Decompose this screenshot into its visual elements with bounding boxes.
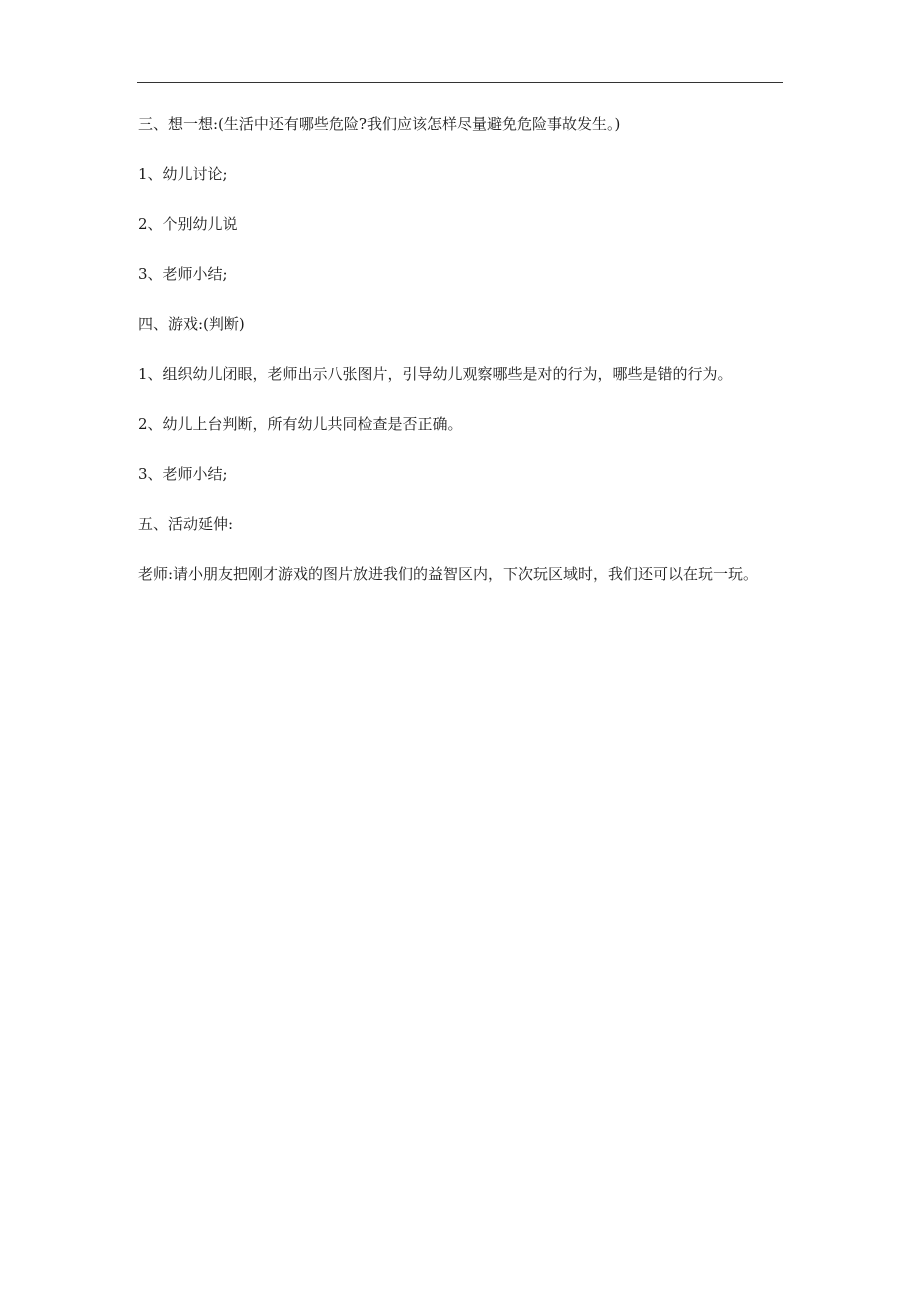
list-item: 3、老师小结; <box>138 465 228 483</box>
list-item: 2、个别幼儿说 <box>138 215 238 233</box>
document-body <box>138 112 788 587</box>
section-heading-5: 五、活动延伸: <box>138 515 234 533</box>
header-rule <box>137 82 783 83</box>
list-item: 3、老师小结; <box>138 265 228 283</box>
section-heading-3: 三、想一想:(生活中还有哪些危险?我们应该怎样尽量避免危险事故发生。) <box>138 115 621 133</box>
list-item: 1、幼儿讨论; <box>138 165 228 183</box>
list-item: 1、组织幼儿闭眼，老师出示八张图片，引导幼儿观察哪些是对的行为，哪些是错的行为。 <box>138 365 733 383</box>
list-item: 2、幼儿上台判断，所有幼儿共同检查是否正确。 <box>138 415 463 433</box>
body-paragraph: 老师:请小朋友把刚才游戏的图片放进我们的益智区内，下次玩区域时，我们还可以在玩一玩。 <box>138 565 759 583</box>
section-heading-4: 四、游戏:(判断) <box>138 315 245 333</box>
